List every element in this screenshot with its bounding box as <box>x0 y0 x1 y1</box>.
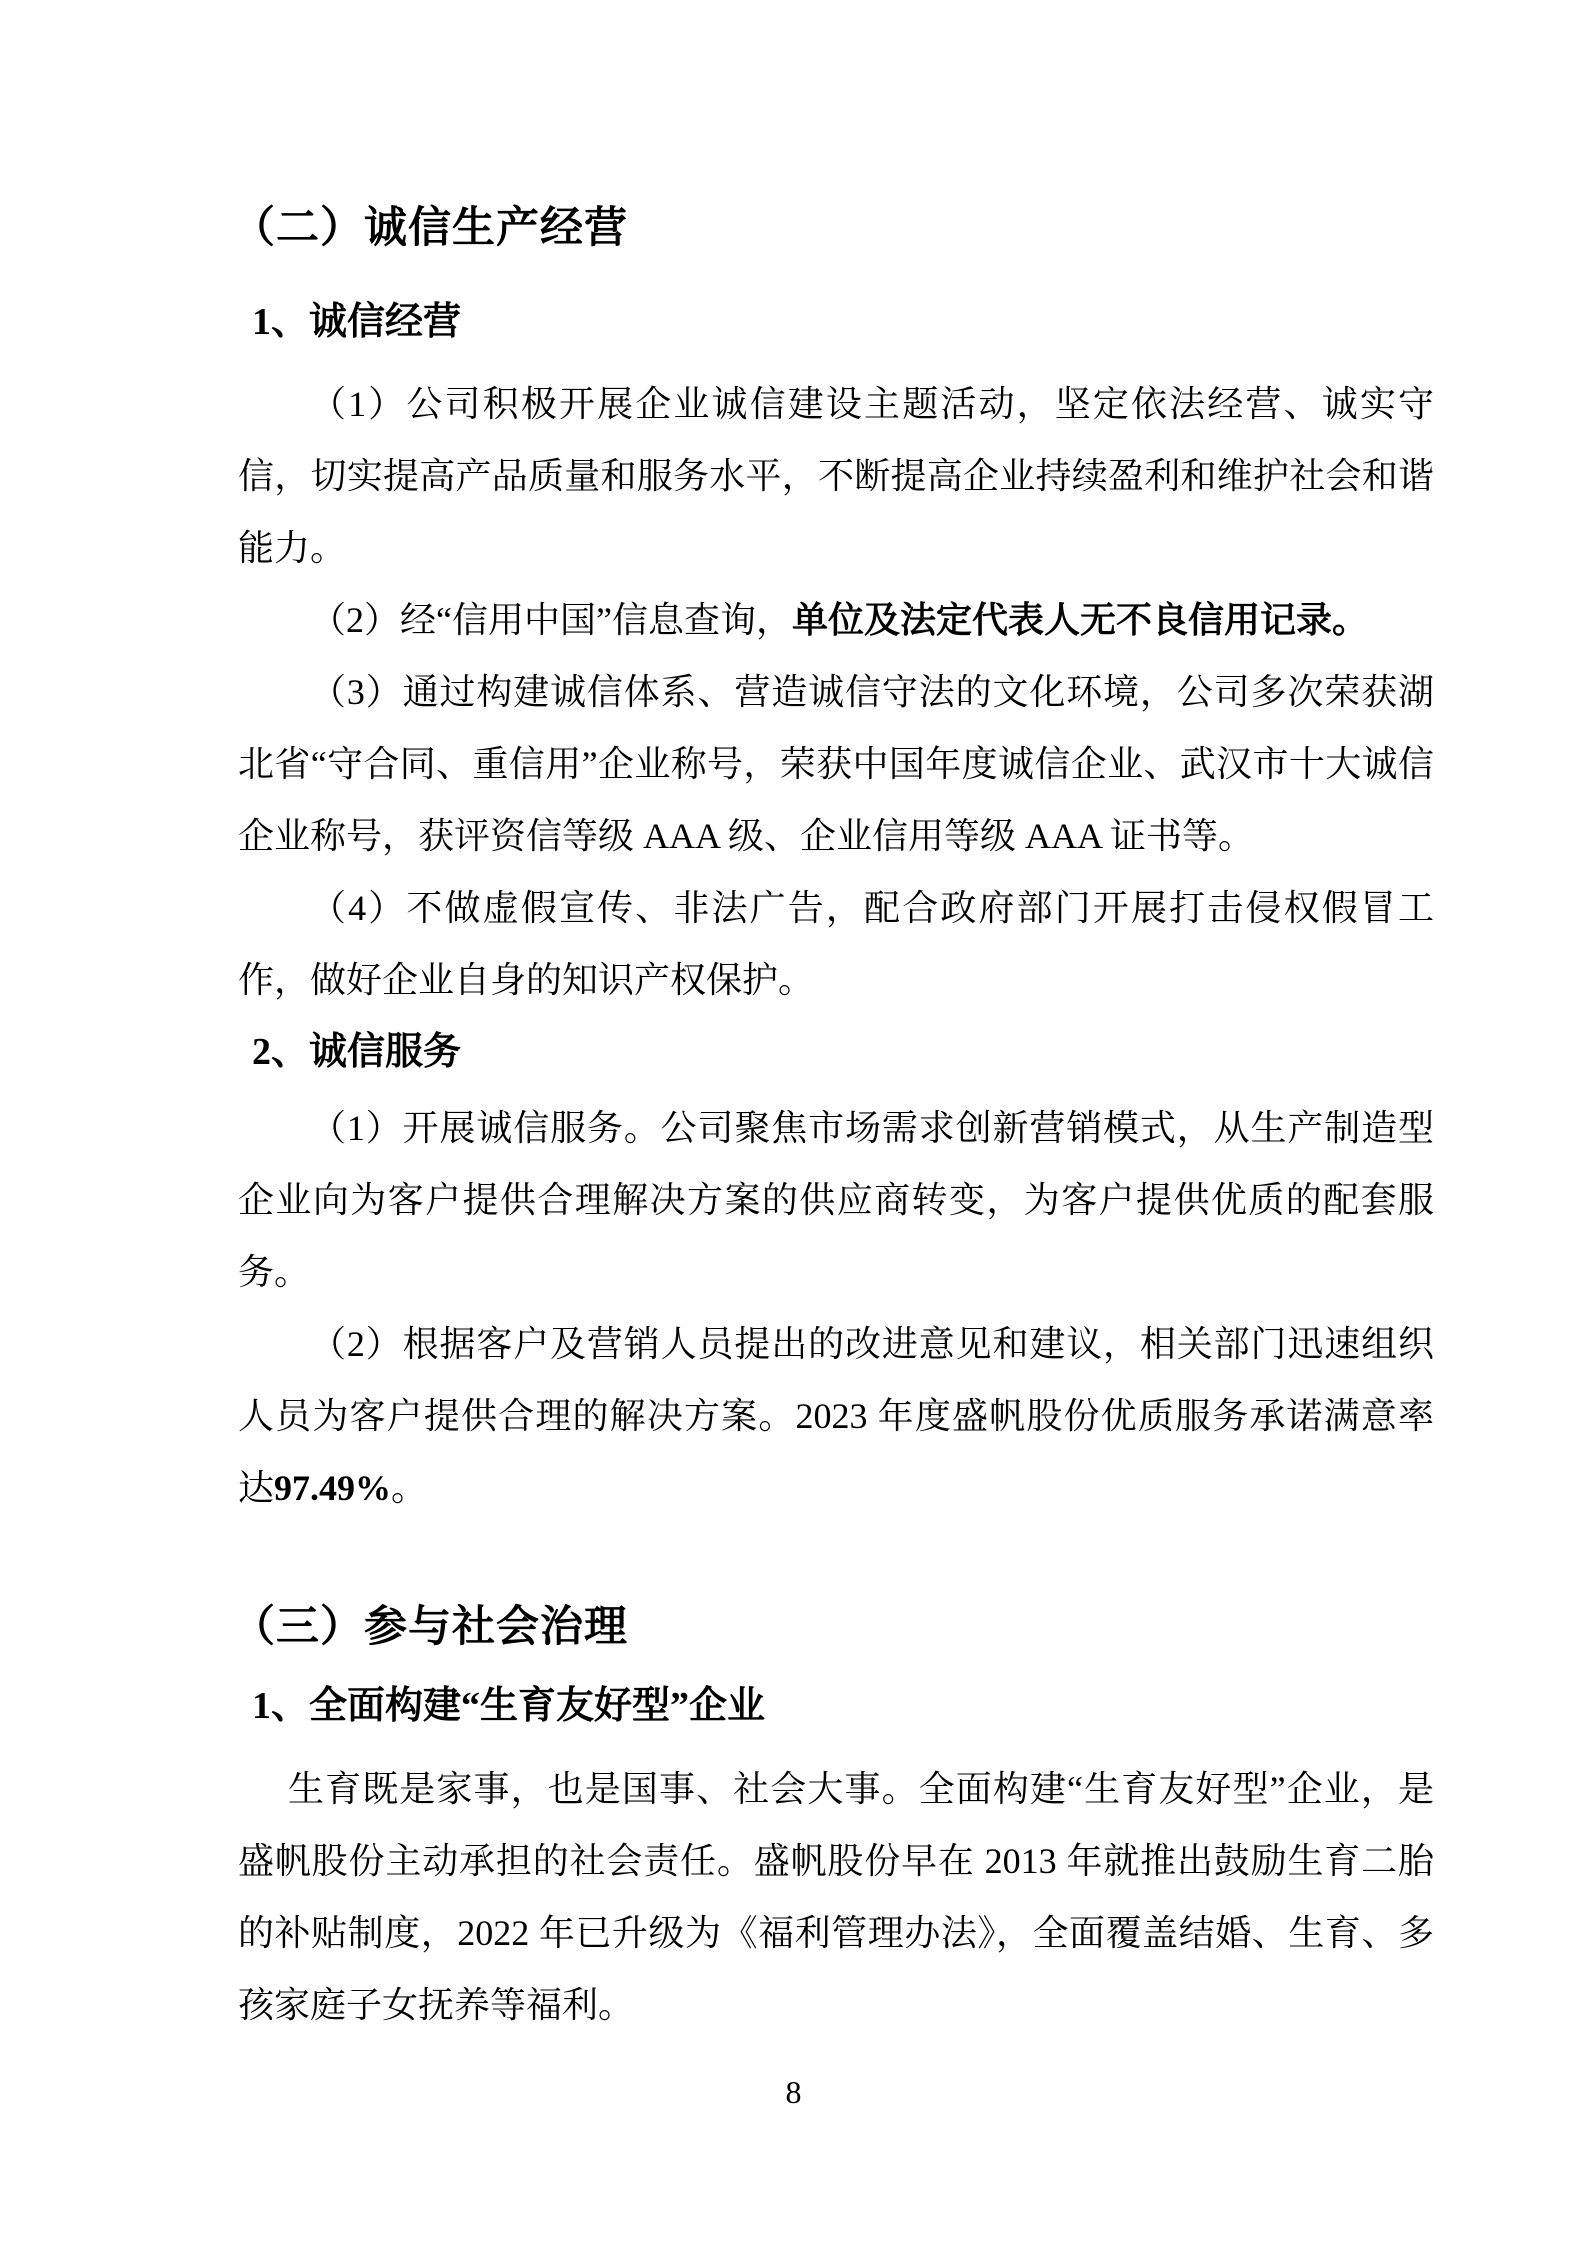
paragraph-credit-record <box>238 584 1434 656</box>
paragraph-fertility-policy: 生育既是家事，也是国事、社会大事。全面构建“生育友好型”企业，是盛帆股份主动承担的社会责任。盛帆股份早在 2013 年就推出鼓励生育二胎的补贴制度，2022 年已升级为《福利管理办法》，全面覆盖结婚、生育、多孩家庭子女抚养等福利。 <box>238 1769 1434 2025</box>
paragraph-service-transformation: （1）开展诚信服务。公司聚焦市场需求创新营销模式，从生产制造型企业向为客户提供合理解决方案的供应商转变，为客户提供优质的配套服务。 <box>238 1108 1434 1292</box>
sub-heading-integrity-service: 2、诚信服务 <box>252 1031 462 1073</box>
paragraph-credit-record-regular: （2）经“信用中国”信息查询， <box>310 600 792 640</box>
paragraph-service-satisfaction-tail: 。 <box>391 1468 428 1508</box>
paragraph-integrity-activities: （1）公司积极开展企业诚信建设主题活动，坚定依法经营、诚实守信，切实提高产品质量和服务水平，不断提高企业持续盈利和维护社会和谐能力。 <box>238 384 1434 568</box>
sub-heading-integrity-management: 1、诚信经营 <box>252 301 462 343</box>
section-heading-integrity-production: （二）诚信生产经营 <box>232 205 628 252</box>
paragraph-integrity-honors: （3）通过构建诚信体系、营造诚信守法的文化环境，公司多次荣获湖北省“守合同、重信用”企业称号，荣获中国年度诚信企业、武汉市十大诚信企业称号，获评资信等级 AAA 级、企业信用等级 AAA 证书等。 <box>238 672 1434 856</box>
page-number: 8 <box>785 2074 802 2110</box>
paragraph-service-satisfaction-regular: （2）根据客户及营销人员提出的改进意见和建议，相关部门迅速组织人员为客户提供合理的解决方案。2023 年度盛帆股份优质服务承诺满意率达 <box>238 1324 1434 1508</box>
section-heading-social-governance: （三）参与社会治理 <box>232 1604 628 1651</box>
paragraph-service-satisfaction <box>238 1308 1434 1524</box>
sub-heading-fertility-friendly: 1、全面构建“生育友好型”企业 <box>252 1685 766 1727</box>
paragraph-service-satisfaction-bold: 97.49% <box>274 1468 392 1508</box>
paragraph-credit-record-bold: 单位及法定代表人无不良信用记录。 <box>791 600 1368 640</box>
paragraph-no-false-advertising: （4）不做虚假宣传、非法广告，配合政府部门开展打击侵权假冒工作，做好企业自身的知识产权保护。 <box>238 888 1434 1000</box>
document-content <box>232 0 1434 2041</box>
